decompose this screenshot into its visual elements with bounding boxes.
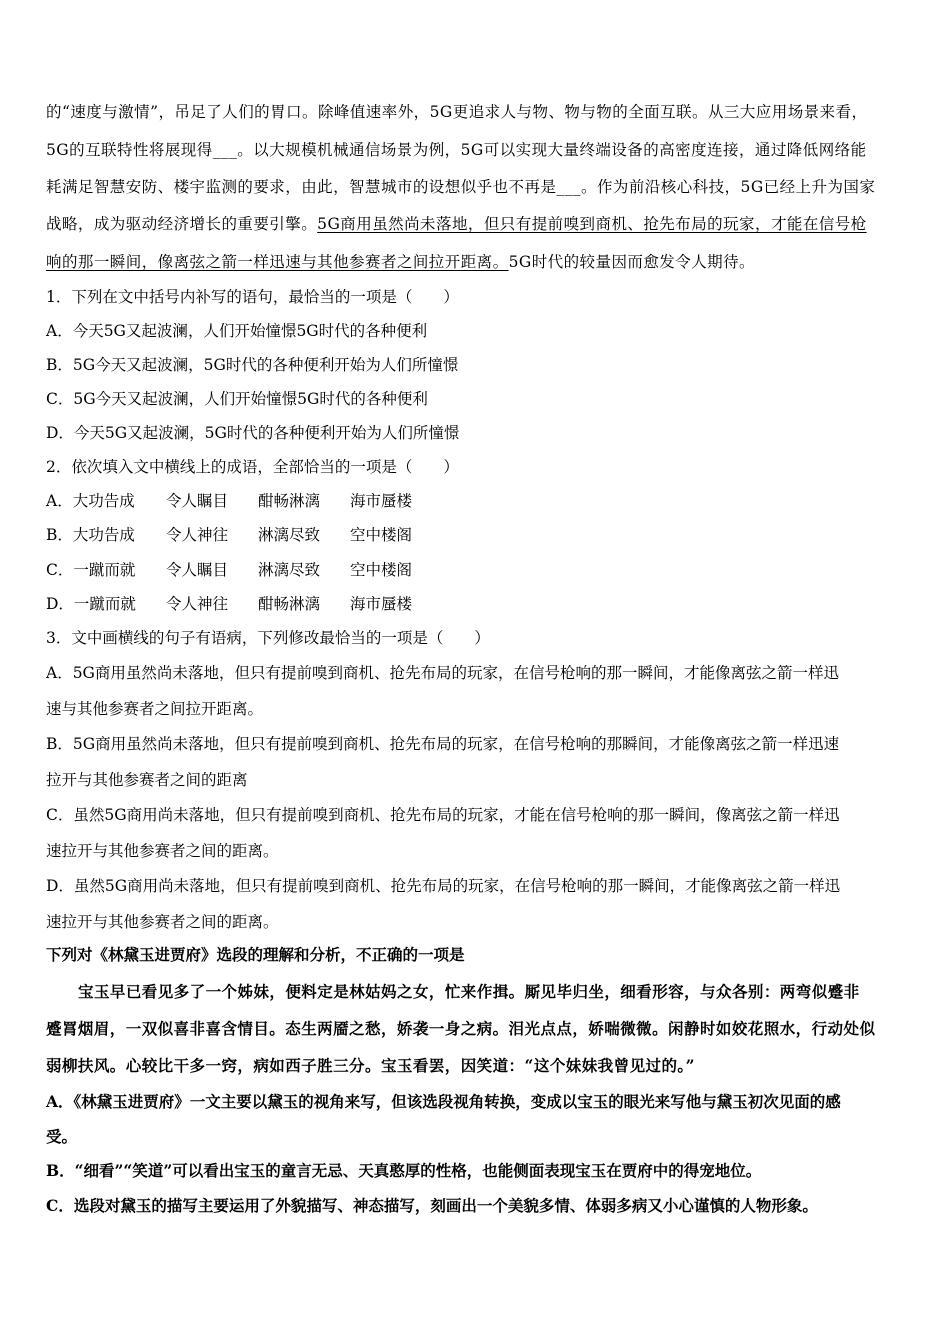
option-word: 令人瞩目 xyxy=(166,561,229,579)
question-3-stem: 3．文中画横线的句子有语病，下列修改最恰当的一项是（ ） xyxy=(46,629,490,647)
passage-line: 的“速度与激情”，吊足了人们的胃口。除峰值速率外，5G更追求人与物、物与物的全面互联。从三大应用场景来看， xyxy=(46,103,868,121)
option-word: 酣畅淋漓 xyxy=(258,492,321,510)
option-word: 空中楼阁 xyxy=(350,526,413,544)
question-4-option-a-cont: 受。 xyxy=(46,1127,78,1146)
option-word: 海市蜃楼 xyxy=(350,492,413,510)
passage-line xyxy=(46,214,867,234)
passage-line: 耗满足智慧安防、楼宇监测的要求，由此，智慧城市的设想似乎也不再是___。作为前沿核心科技，5G已经上升为国家 xyxy=(46,178,876,196)
option-word: A．大功告成 xyxy=(46,492,135,510)
option-word: 空中楼阁 xyxy=(350,561,413,579)
question-1-option-d: D．今天5G又起波澜，5G时代的各种便利开始为人们所憧憬 xyxy=(46,424,460,442)
question-1-option-b: B．5G今天又起波澜，5G时代的各种便利开始为人们所憧憬 xyxy=(46,356,459,374)
underlined-sentence: 响的那一瞬间，像离弦之箭一样迅速与其他参赛者之间拉开距离。 xyxy=(46,253,509,271)
question-3-option-d: D．虽然5G商用尚未落地，但只有提前嗅到商机、抢先布局的玩家，在信号枪响的那一瞬间，才能像离弦之箭一样迅 xyxy=(46,877,841,895)
option-word: 淋漓尽致 xyxy=(258,561,321,579)
question-3-option-a-cont: 速与其他参赛者之间拉开距离。 xyxy=(46,700,264,718)
question-3-option-a: A．5G商用虽然尚未落地，但只有提前嗅到商机、抢先布局的玩家，在信号枪响的那一瞬间，才能像离弦之箭一样迅 xyxy=(46,664,839,682)
question-2-option-c xyxy=(46,560,412,580)
excerpt-line: 蹙罥烟眉，一双似喜非喜含情目。态生两靥之愁，娇袭一身之病。泪光点点，娇喘微微。闲静时如姣花照水，行动处似 xyxy=(46,1019,876,1038)
question-2-option-b xyxy=(46,525,412,545)
option-word: 淋漓尽致 xyxy=(258,526,321,544)
option-word: 令人瞩目 xyxy=(166,492,229,510)
option-word: 酣畅淋漓 xyxy=(258,595,321,613)
question-2-option-a xyxy=(46,491,412,511)
question-4-option-b: B．“细看”“笑道”可以看出宝玉的童言无忌、天真憨厚的性格，也能侧面表现宝玉在贾府中的得宠地位。 xyxy=(46,1161,762,1180)
option-word: 令人神往 xyxy=(166,595,229,613)
passage-line: 5G的互联特性将展现得___。以大规模机械通信场景为例，5G可以实现大量终端设备的高密度连接，通过降低网络能 xyxy=(46,141,867,159)
option-word: 令人神往 xyxy=(166,526,229,544)
question-3-option-b-cont: 拉开与其他参赛者之间的距离 xyxy=(46,771,248,789)
question-3-option-c: C．虽然5G商用尚未落地，但只有提前嗅到商机、抢先布局的玩家，才能在信号枪响的那一瞬间，像离弦之箭一样迅 xyxy=(46,806,840,824)
question-1-stem: 1．下列在文中括号内补写的语句，最恰当的一项是（ ） xyxy=(46,288,459,306)
excerpt-line: 弱柳扶风。心较比干多一窍，病如西子胜三分。宝玉看罢，因笑道：“这个妹妹我曾见过的。” xyxy=(46,1056,695,1075)
excerpt-line: 宝玉早已看见多了一个姊妹，便料定是林姑妈之女，忙来作揖。厮见毕归坐，细看形容，与众各别：两弯似蹙非 xyxy=(78,982,860,1001)
option-word: D．一蹴而就 xyxy=(46,595,136,613)
question-2-stem: 2．依次填入文中横线上的成语，全部恰当的一项是（ ） xyxy=(46,458,459,476)
question-1-option-c: C．5G今天又起波澜，人们开始憧憬5G时代的各种便利 xyxy=(46,390,428,408)
question-3-option-d-cont: 速拉开与其他参赛者之间的距离。 xyxy=(46,913,279,931)
option-word: 海市蜃楼 xyxy=(350,595,413,613)
question-3-option-c-cont: 速拉开与其他参赛者之间的距离。 xyxy=(46,842,279,860)
passage-text: 战略，成为驱动经济增长的重要引擎。 xyxy=(46,215,318,233)
option-word: B．大功告成 xyxy=(46,526,135,544)
question-4-stem: 下列对《林黛玉进贾府》选段的理解和分析，不正确的一项是 xyxy=(46,945,465,964)
question-4-option-a: A．《林黛玉进贾府》一文主要以黛玉的视角来写，但该选段视角转换，变成以宝玉的眼光来写他与黛玉初次见面的感 xyxy=(46,1092,841,1111)
underlined-sentence: 5G商用虽然尚未落地，但只有提前嗅到商机、抢先布局的玩家，才能在信号枪 xyxy=(317,215,867,233)
question-3-option-b: B．5G商用虽然尚未落地，但只有提前嗅到商机、抢先布局的玩家，在信号枪响的那瞬间，才能像离弦之箭一样迅速 xyxy=(46,735,840,753)
question-1-option-a: A．今天5G又起波澜，人们开始憧憬5G时代的各种便利 xyxy=(46,322,428,340)
passage-text: 5G时代的较量因而愈发令人期待。 xyxy=(508,253,756,271)
question-4-option-c: C．选段对黛玉的描写主要运用了外貌描写、神态描写，刻画出一个美貌多情、体弱多病又小心谨慎的人物形象。 xyxy=(46,1196,818,1215)
question-2-option-d xyxy=(46,594,412,614)
passage-line xyxy=(46,252,755,272)
option-word: C．一蹴而就 xyxy=(46,561,136,579)
